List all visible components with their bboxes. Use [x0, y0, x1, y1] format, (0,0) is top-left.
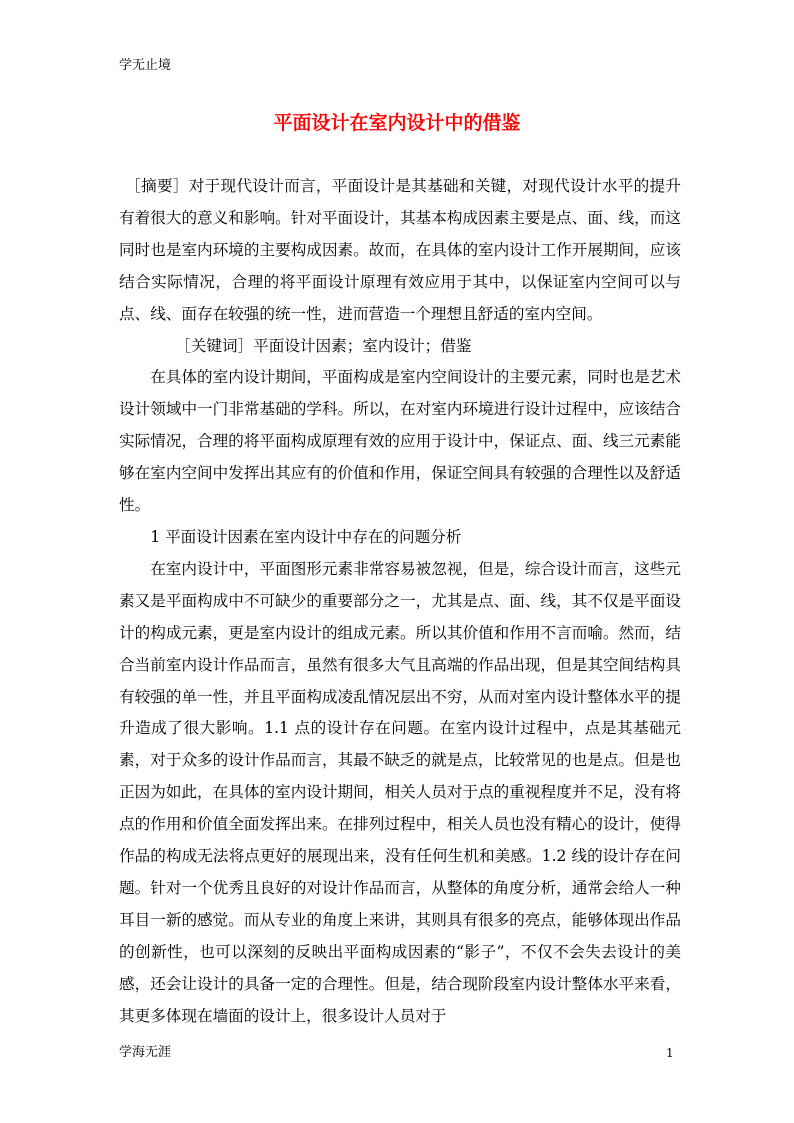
abstract-paragraph: ［摘要］对于现代设计而言，平面设计是其基础和关键，对现代设计水平的提升有着很大的意义和影响。针对平面设计，其基本构成因素主要是点、面、线，而这同时也是室内环境的主要构成因素。故而，在具体的室内设计工作开展期间，应该结合实际情况，合理的将平面设计原理有效应用于其中，以保证室内空间可以与点、线、面存在较强的统一性，进而营造一个理想且舒适的室内空间。	[119, 177, 681, 323]
keywords-paragraph: ［关键词］平面设计因素；室内设计；借鉴	[175, 336, 472, 355]
page-number: 1	[666, 1046, 674, 1060]
intro-paragraph: 在具体的室内设计期间，平面构成是室内空间设计的主要元素，同时也是艺术设计领域中一门非常基础的学科。所以，在对室内环境进行设计过程中，应该结合实际情况，合理的将平面构成原理有效的应用于设计中，保证点、面、线三元素能够在室内空间中发挥出其应有的价值和作用，保证空间具有较强的合理性以及舒适性。	[119, 368, 681, 515]
section-heading: 1 平面设计因素在室内设计中存在的问题分析	[150, 527, 462, 546]
page-header: 学无止境	[119, 58, 172, 73]
document-title: 平面设计在室内设计中的借鉴	[273, 112, 521, 134]
section-paragraph: 在室内设计中，平面图形元素非常容易被忽视，但是，综合设计而言，这些元素又是平面构成中不可缺少的重要部分之一，尤其是点、面、线，其不仅是平面设计的构成元素，更是室内设计的组成元素。所以其价值和作用不言而喻。然而，结合当前室内设计作品而言，虽然有很多大气且高端的作品出现，但是其空间结构具有较强的单一性，并且平面构成凌乱情况层出不穷，从而对室内设计整体水平的提升造成了很大影响。1.1 点的设计存在问题。在室内设计过程中，点是其基础元素，对于众多的设计作品而言，其最不缺乏的就是点，比较常见的也是点。但是也正因为如此，在具体的室内设计期间，相关人员对于点的重视程度并不足，没有将点的作用和价值全面发挥出来。在排列过程中，相关人员也没有精心的设计，使得作品的构成无法将点更好的展现出来，没有任何生机和美感。1.2 线的设计存在问题。针对一个优秀且良好的对设计作品而言，从整体的角度分析，通常会给人一种耳目一新的感觉。而从专业的角度上来讲，其则具有很多的亮点，能够体现出作品的创新性，也可以深刻的反映出平面构成因素的“影子”，不仅不会失去设计的美感，还会让设计的具备一定的合理性。但是，结合现阶段室内设计整体水平来看，其更多体现在墙面的设计上，很多设计人员对于	[119, 559, 681, 1025]
page-footer: 学海无涯	[119, 1045, 172, 1060]
document-body	[119, 171, 681, 1032]
